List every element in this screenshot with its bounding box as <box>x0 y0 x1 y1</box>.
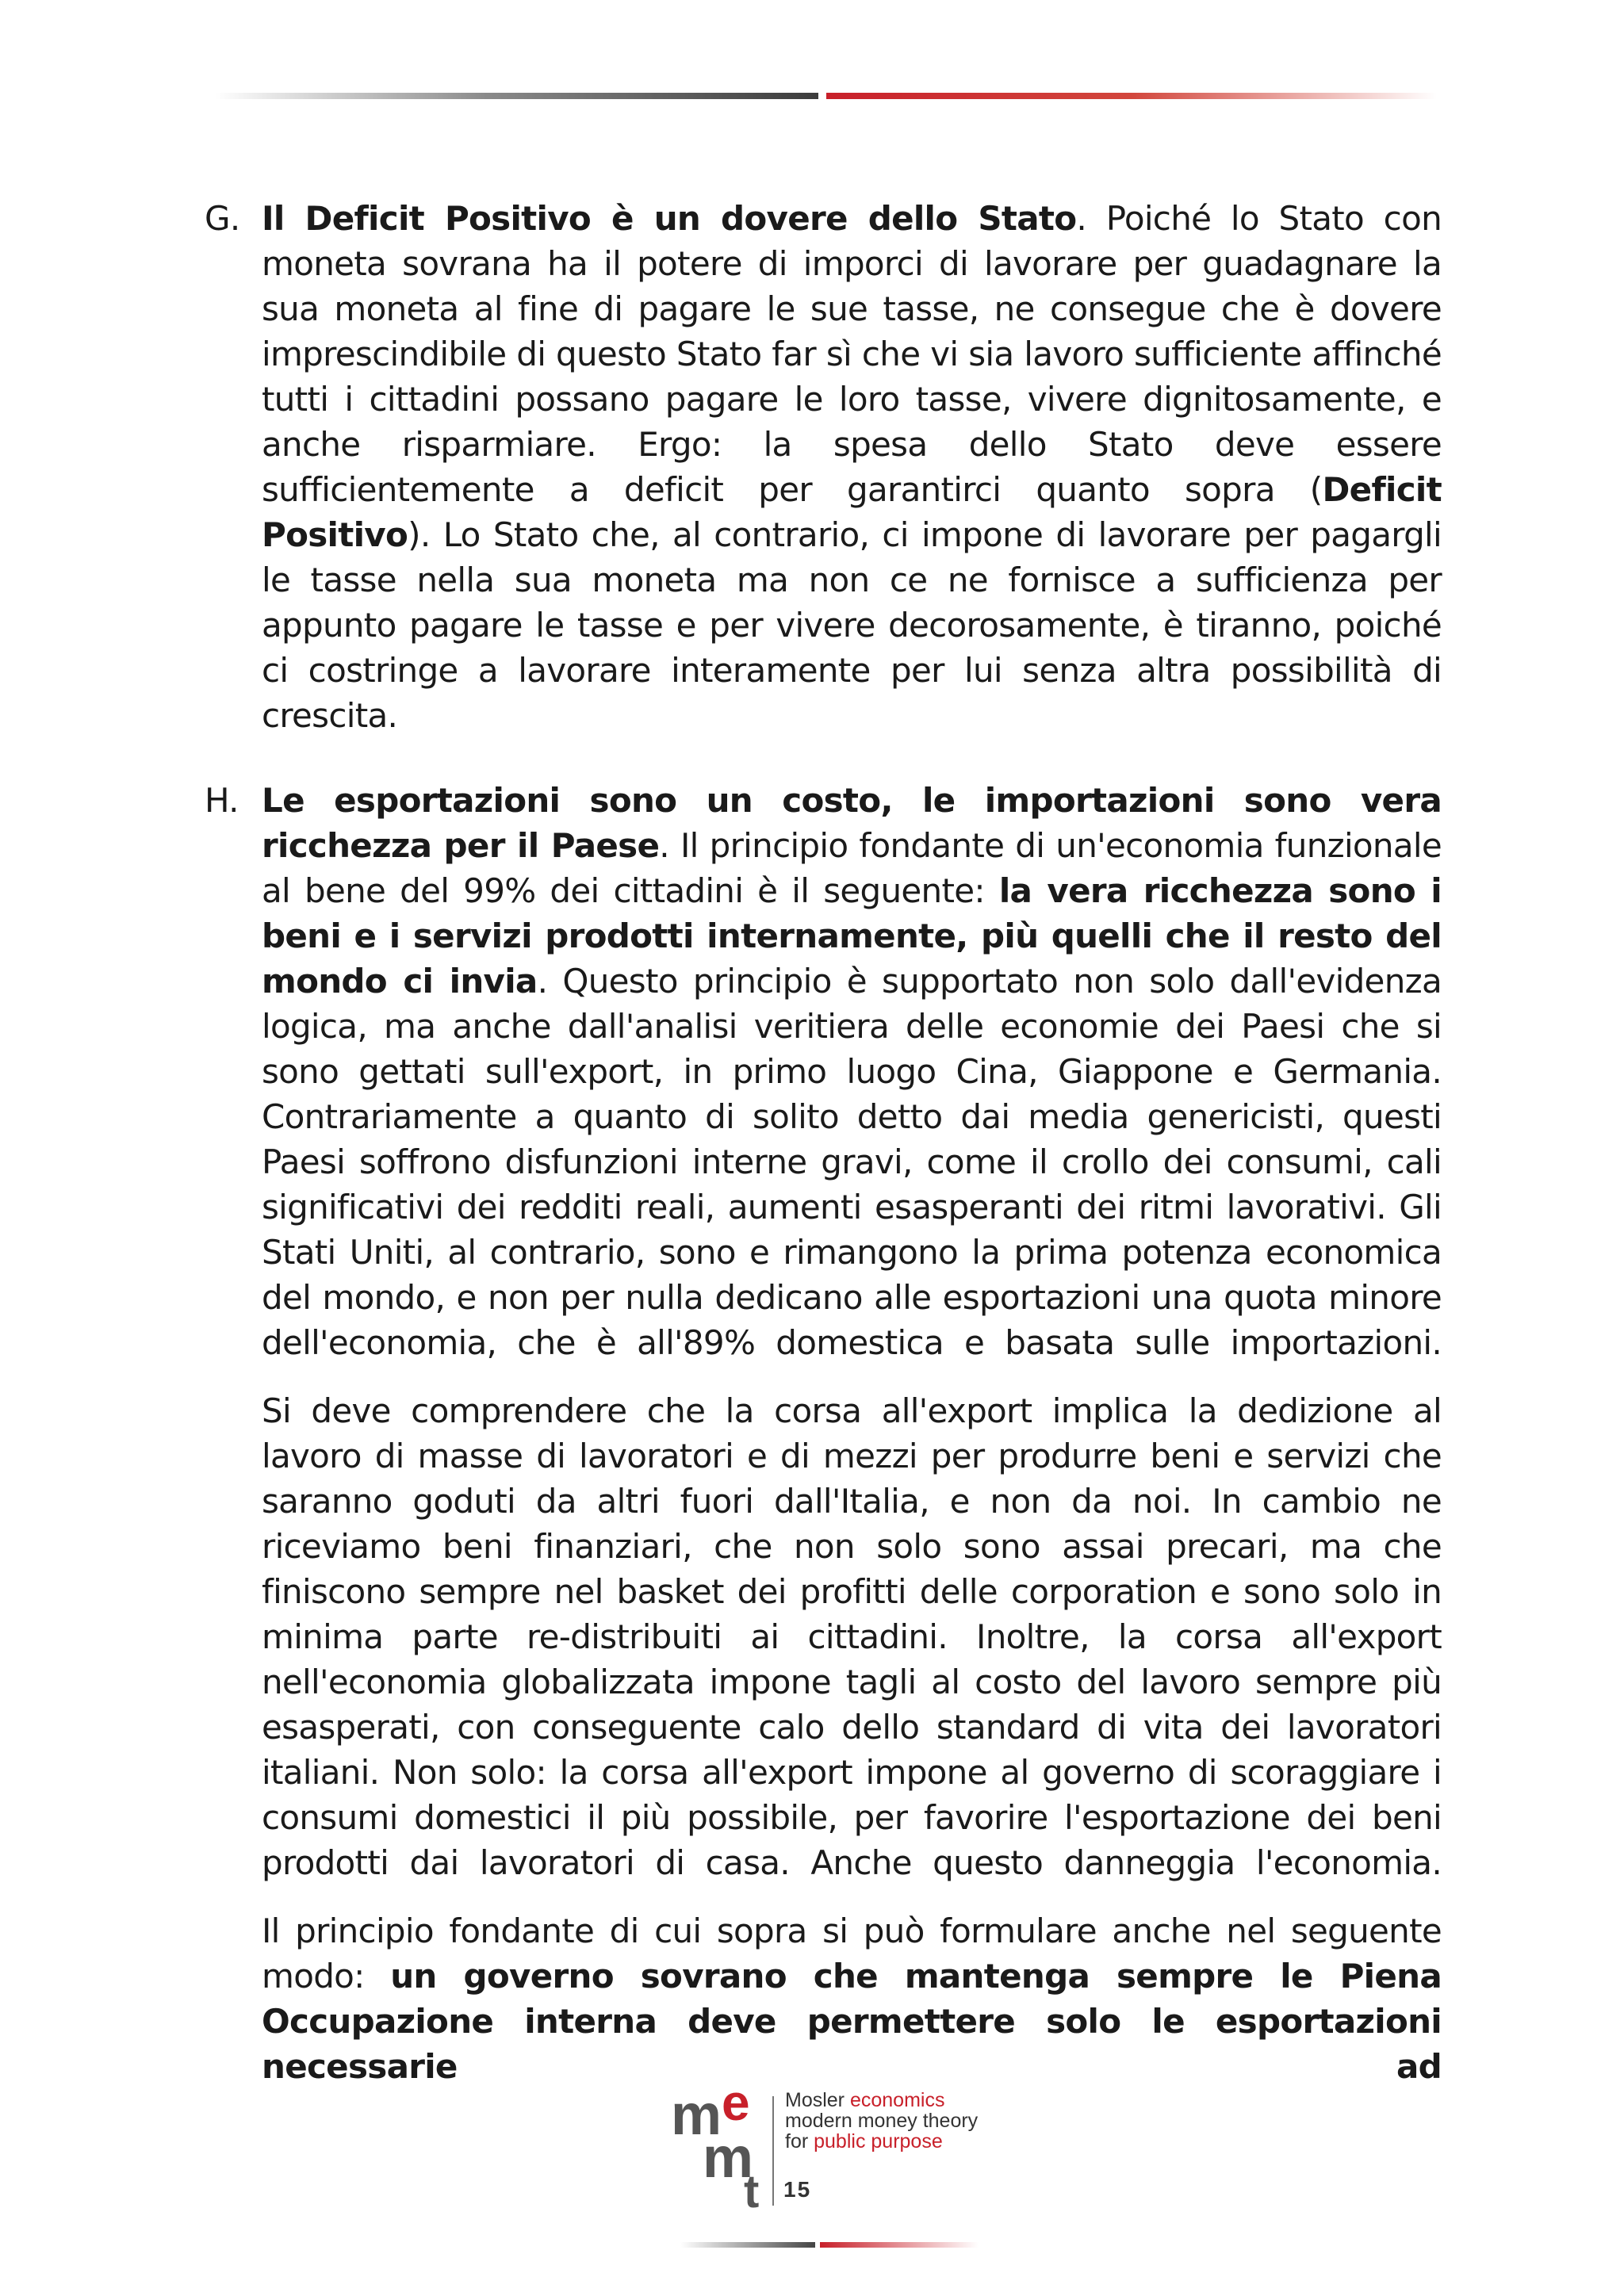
bold-text: Il Deficit Positivo è un dovere dello Stato <box>262 199 1077 238</box>
bold-text: Deficit Positivo <box>262 470 1442 554</box>
bold-text: Le esportazioni sono un costo, le importazioni sono vera ricchezza per il Paese <box>262 781 1442 865</box>
document-body <box>205 173 1442 2089</box>
logo-letter-t: t <box>744 2166 760 2212</box>
section-h <box>205 778 1442 2089</box>
tagline-text: modern money theory <box>785 2110 979 2132</box>
memt-logo <box>671 2088 772 2212</box>
text-run: . Questo principio è supportato non solo dall'evidenza logica, ma anche dall'analisi veritiera delle economie dei Paesi che si sono gettati sull'export, in primo luogo Cina, Giappone e Germania. Contrariamente a quanto di solito detto dai media genericisti, questi Paesi soffrono disfunzioni interne gravi, come il crollo dei consumi, cali significativi dei redditi reali, aumenti esasperanti dei ritmi lavorativi. Gli Stati Uniti, al contrario, sono e rimangono la prima potenza economica del mondo, e non per nulla dedicano alle esportazioni una quota minore dell'economia, che è all'89% domestica e basata sulle importazioni. <box>262 962 1442 1362</box>
text-run: Si deve comprendere che la corsa all'export implica la dedizione al lavoro di masse di lavoratori e di mezzi per produrre beni e servizi che saranno goduti da altri fuori dall'Italia, e non da noi. In cambio ne riceviamo beni finanziari, che non solo sono assai precari, ma che finiscono sempre nel basket dei profitti delle corporation e sono solo in minima parte re-distribuiti ai cittadini. Inoltre, la corsa all'export nell'economia globalizzata impone tagli al costo del lavoro sempre più esasperati, con conseguente calo dello standard di vita dei lavoratori italiani. Non solo: la corsa all'export impone al governo di scoraggiare i consumi domestici il più possibile, per favorire l'esportazione dei beni prodotti dai lavoratori di casa. Anche questo danneggia l'economia. <box>262 1391 1442 1882</box>
paragraph <box>262 1908 1442 2089</box>
section-letter: H. <box>205 781 239 820</box>
logo-letter-e: e <box>722 2088 750 2131</box>
tagline-text: for <box>785 2130 814 2152</box>
paragraph <box>262 196 1442 738</box>
tagline-line <box>785 2090 978 2110</box>
tagline-line <box>785 2110 978 2131</box>
footer-tagline <box>785 2090 978 2152</box>
tagline-accent-text: public purpose <box>814 2130 943 2152</box>
section-letter: G. <box>205 199 240 238</box>
logo-letter-m2: m <box>703 2126 754 2190</box>
logo-divider <box>772 2096 774 2206</box>
header-rule-red <box>826 93 1437 99</box>
text-run: . Il principio fondante di un'economia funzionale al bene del 99% dei cittadini è il seguente: <box>262 826 1442 910</box>
header-rule-gray <box>216 93 818 99</box>
text-run: Il principio fondante di cui sopra si può formulare anche nel seguente modo: <box>262 1911 1442 1996</box>
bold-text: la vera ricchezza sono i beni e i servizi prodotti internamente, più quelli che il resto del mondo ci invia <box>262 871 1442 1001</box>
footer-rule-red <box>820 2242 979 2248</box>
page-number: 15 <box>783 2177 812 2202</box>
page-footer <box>0 2077 1624 2296</box>
paragraph <box>262 778 1442 1365</box>
bold-text: un governo sovrano che mantenga sempre le Piena Occupazione interna deve permettere solo le esportazioni necessarie ad <box>262 1957 1442 2086</box>
tagline-text: Mosler <box>785 2089 850 2111</box>
text-run: . Poiché lo Stato con moneta sovrana ha il potere di imporci di lavorare per guadagnare la sua moneta al fine di pagare le sue tasse, ne consegue che è dovere imprescindibile di questo Stato far sì che vi sia lavoro sufficiente affinché tutti i cittadini possano pagare le loro tasse, vivere dignitosamente, e anche risparmiare. Ergo: la spesa dello Stato deve essere sufficientemente a deficit per garantirci quanto sopra ( <box>262 199 1442 509</box>
section-g <box>205 196 1442 738</box>
tagline-line <box>785 2131 978 2152</box>
paragraph <box>262 1388 1442 1885</box>
logo-letter-m1: m <box>671 2088 722 2147</box>
text-run: ). Lo Stato che, al contrario, ci impone di lavorare per pagargli le tasse nella sua moneta ma non ce ne fornisce a sufficienza per appunto pagare le tasse e per vivere decorosamente, è tiranno, poiché ci costringe a lavorare interamente per lui senza altra possibilità di crescita. <box>262 515 1442 735</box>
tagline-accent-text: economics <box>849 2089 945 2111</box>
footer-rule-gray <box>680 2242 815 2248</box>
